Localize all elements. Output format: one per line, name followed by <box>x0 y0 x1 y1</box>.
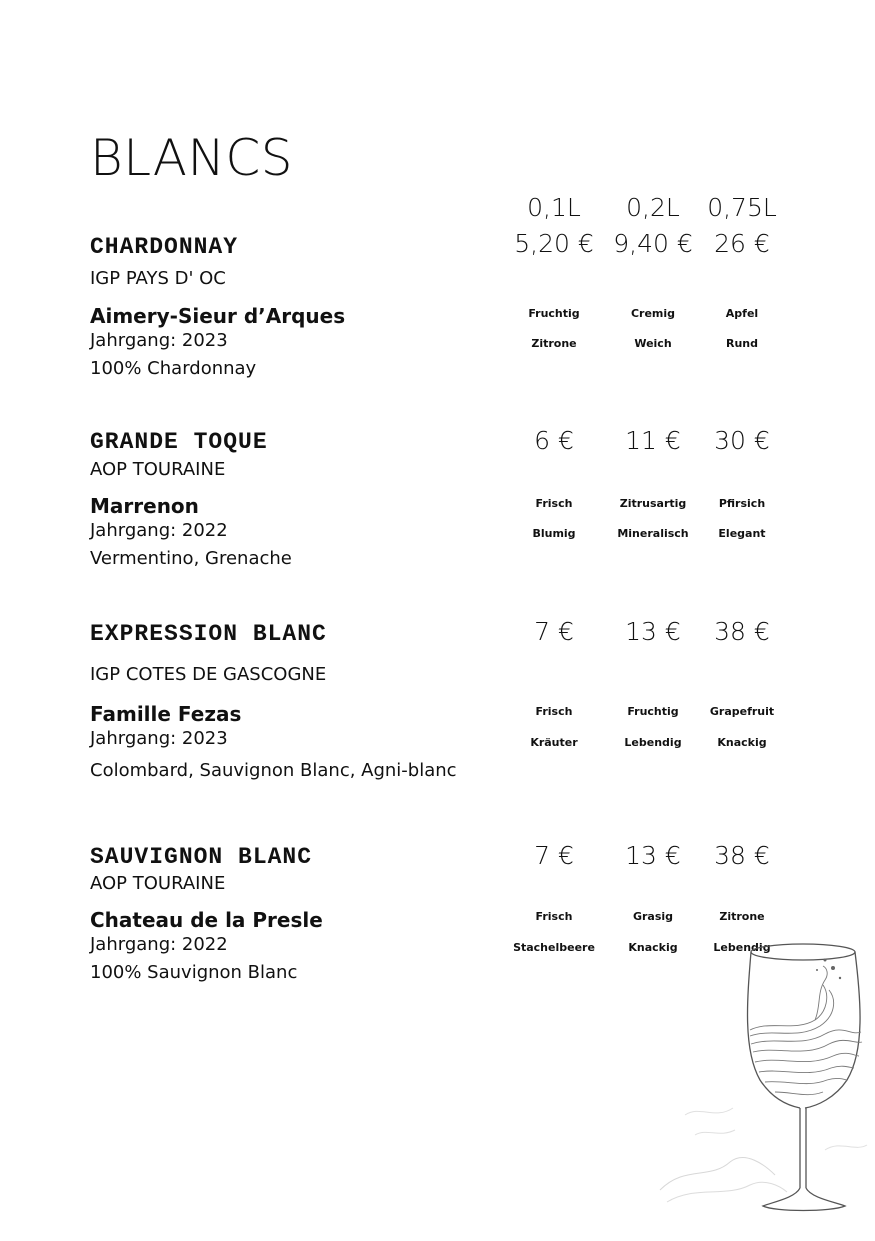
tasting-note: Frisch <box>535 910 573 923</box>
tasting-note: Fruchtig <box>528 307 580 320</box>
page-title: BLANCS <box>90 129 293 187</box>
size-label-small: 0,1L <box>527 193 581 222</box>
wine-vintage: Jahrgang: 2023 <box>90 728 228 749</box>
tasting-note: Frisch <box>535 705 573 718</box>
wine-producer: Marrenon <box>90 494 199 518</box>
tasting-note: Zitrone <box>531 337 577 350</box>
wine-producer: Aimery-Sieur d’Arques <box>90 304 346 328</box>
tasting-note: Zitrusartig <box>619 497 687 510</box>
tasting-note: Pfirsich <box>718 497 766 510</box>
wine-name: CHARDONNAY <box>90 234 239 260</box>
tasting-note: Kräuter <box>530 736 578 749</box>
tasting-note: Mineralisch <box>617 527 689 540</box>
tasting-note: Stachelbeere <box>513 941 595 954</box>
price-medium: 9,40 € <box>613 229 693 258</box>
price-small: 7 € <box>534 617 574 646</box>
tasting-note: Knackig <box>628 941 678 954</box>
size-label-medium: 0,2L <box>626 193 680 222</box>
tasting-note: Lebendig <box>713 941 771 954</box>
size-label-bottle: 0,75L <box>707 193 777 222</box>
price-bottle: 38 € <box>714 841 770 870</box>
tasting-note: Grasig <box>632 910 674 923</box>
tasting-note: Knackig <box>717 736 767 749</box>
wine-name: EXPRESSION BLANC <box>90 621 327 647</box>
tasting-note: Fruchtig <box>627 705 679 718</box>
wine-vintage: Jahrgang: 2023 <box>90 330 228 351</box>
tasting-note: Weich <box>634 337 672 350</box>
price-bottle: 26 € <box>714 229 770 258</box>
wine-producer: Chateau de la Presle <box>90 908 323 932</box>
wine-grapes: Vermentino, Grenache <box>90 548 292 569</box>
price-small: 7 € <box>534 841 574 870</box>
price-medium: 11 € <box>625 426 681 455</box>
wine-name: SAUVIGNON BLANC <box>90 844 313 870</box>
wine-appellation: IGP COTES DE GASCOGNE <box>90 664 327 685</box>
tasting-note: Cremig <box>630 307 676 320</box>
wine-grapes: 100% Sauvignon Blanc <box>90 962 298 983</box>
tasting-note: Apfel <box>725 307 759 320</box>
tasting-note: Frisch <box>535 497 573 510</box>
wine-vintage: Jahrgang: 2022 <box>90 934 228 955</box>
price-medium: 13 € <box>625 617 681 646</box>
wine-appellation: IGP PAYS D' OC <box>90 268 226 289</box>
wine-vintage: Jahrgang: 2022 <box>90 520 228 541</box>
wine-appellation: AOP TOURAINE <box>90 459 226 480</box>
bottle-size-header <box>0 192 875 226</box>
price-bottle: 38 € <box>714 617 770 646</box>
price-medium: 13 € <box>625 841 681 870</box>
price-bottle: 30 € <box>714 426 770 455</box>
tasting-note: Grapefruit <box>709 705 775 718</box>
price-small: 5,20 € <box>514 229 594 258</box>
tasting-note: Zitrone <box>719 910 765 923</box>
wine-appellation: AOP TOURAINE <box>90 873 226 894</box>
wine-grapes: 100% Chardonnay <box>90 358 257 379</box>
wine-producer: Famille Fezas <box>90 702 242 726</box>
tasting-note: Blumig <box>532 527 576 540</box>
wine-name: GRANDE TOQUE <box>90 429 268 455</box>
price-small: 6 € <box>534 426 574 455</box>
tasting-note: Rund <box>725 337 758 350</box>
wine-glass-icon <box>655 940 870 1220</box>
wine-grapes: Colombard, Sauvignon Blanc, Agni-blanc <box>90 760 457 781</box>
tasting-note: Elegant <box>718 527 766 540</box>
tasting-note: Lebendig <box>624 736 682 749</box>
